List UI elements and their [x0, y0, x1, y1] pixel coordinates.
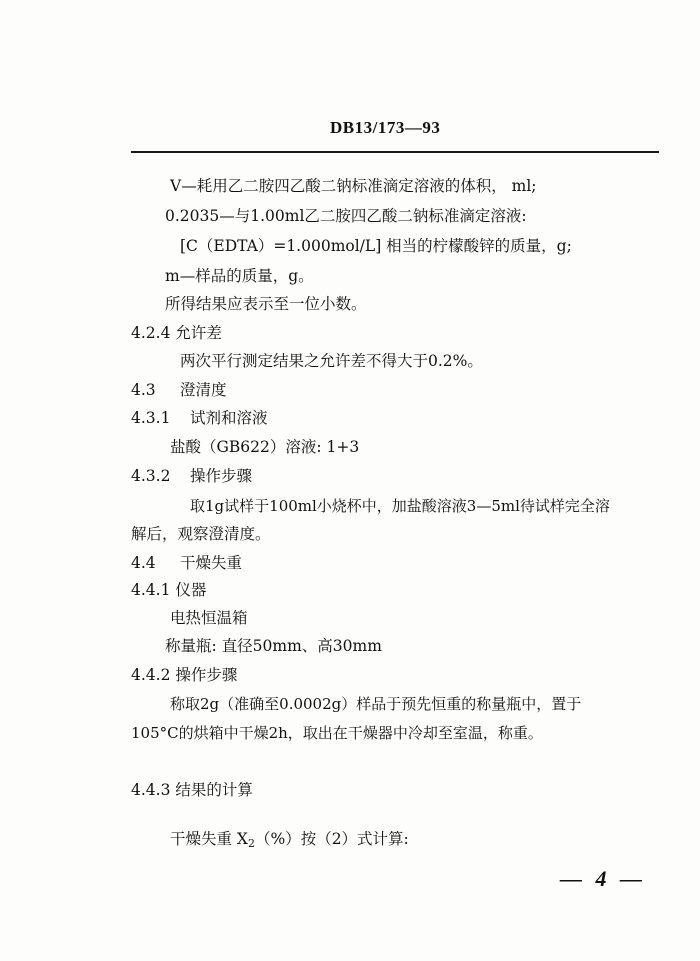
document-number: DB13/173—93 [330, 118, 441, 137]
constant-definition: 0.2035—与1.00ml乙二胺四乙酸二钠标准滴定溶液: [165, 207, 527, 225]
header-rule [131, 151, 659, 153]
clarity-procedure-text: 取1g试样于100ml小烧杯中，加盐酸溶液3—5ml待试样完全溶 [190, 497, 610, 515]
instrument-weighing-bottle: 称量瓶: 直径50mm、高30mm [165, 637, 382, 655]
drying-procedure-continued: 105°C的烘箱中干燥2h，取出在干燥器中冷却至室温，称重。 [131, 724, 543, 742]
formula-intro [170, 829, 409, 854]
section-4-4-number: 4.4 [131, 554, 156, 572]
result-precision-note: 所得结果应表示至一位小数。 [165, 295, 367, 313]
clarity-procedure-continued: 解后，观察澄清度。 [131, 525, 271, 543]
drying-procedure-text: 称取2g（准确至0.0002g）样品于预先恒重的称量瓶中，置于 [170, 695, 582, 713]
section-4-4-1-heading: 4.4.1 仪器 [131, 581, 207, 599]
section-4-4-3-heading: 4.4.3 结果的计算 [131, 781, 253, 799]
formula-subscript: 2 [247, 837, 255, 850]
formula-intro-rest: （%）按（2）式计算: [254, 830, 409, 848]
section-4-3-1-number: 4.3.1 [131, 409, 171, 427]
formula-intro-label: 干燥失重 X [170, 830, 248, 848]
section-4-3-2-number: 4.3.2 [131, 467, 171, 485]
reagent-text: 盐酸（GB622）溶液: 1+3 [170, 438, 360, 456]
section-4-3-number: 4.3 [131, 381, 156, 399]
constant-definition-continued: [C（EDTA）=1.000mol/L] 相当的柠檬酸锌的质量，g; [180, 237, 572, 255]
page-number: — 4 — [560, 866, 646, 891]
section-4-3-2-title: 操作步骤 [190, 467, 253, 485]
section-4-4-2-heading: 4.4.2 操作步骤 [131, 666, 238, 684]
variable-v-definition: V—耗用乙二胺四乙酸二钠标准滴定溶液的体积， ml; [170, 177, 537, 195]
section-4-2-4-heading: 4.2.4 允许差 [131, 324, 222, 342]
tolerance-text: 两次平行测定结果之允许差不得大于0.2%。 [180, 352, 483, 370]
section-4-4-title: 干燥失重 [180, 554, 243, 572]
variable-m-definition: m—样品的质量，g。 [165, 267, 314, 285]
section-4-3-1-title: 试剂和溶液 [190, 409, 268, 427]
section-4-3-title: 澄清度 [180, 381, 227, 399]
instrument-oven: 电热恒温箱 [170, 609, 248, 627]
